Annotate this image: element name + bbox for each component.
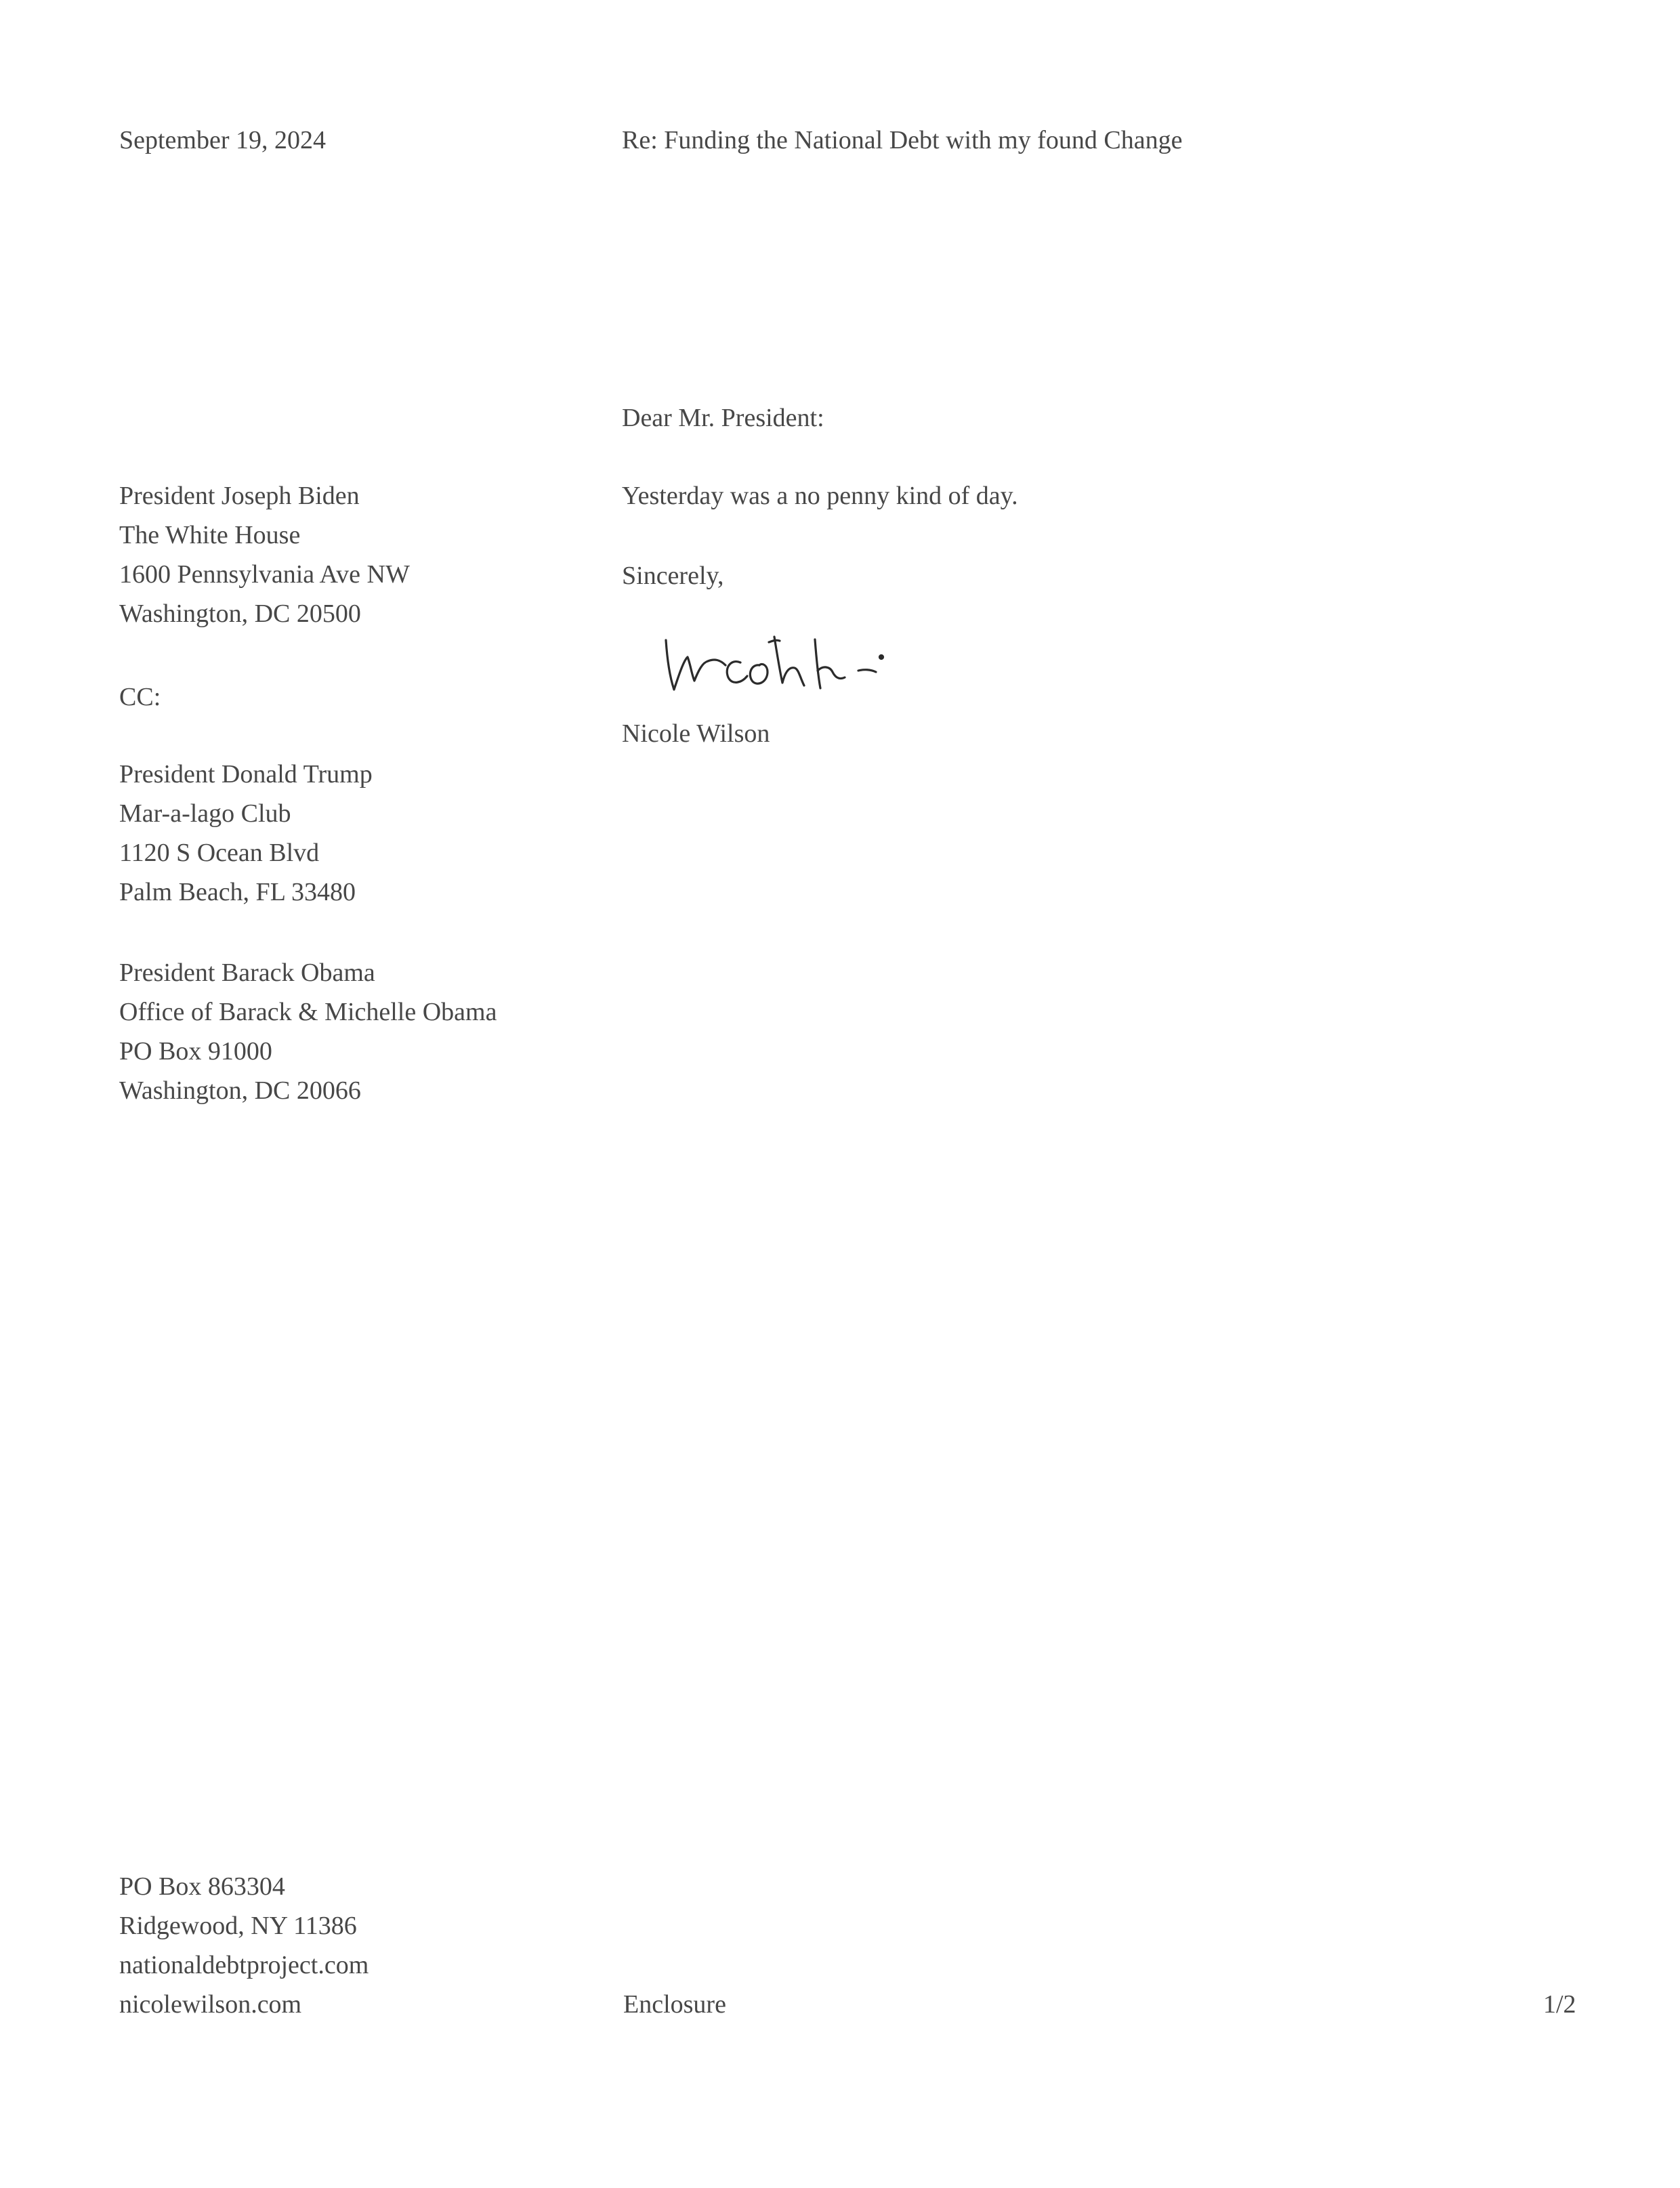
cc-address-line: President Donald Trump: [119, 760, 373, 788]
closing: Sincerely,: [622, 562, 724, 590]
salutation: Dear Mr. President:: [622, 404, 824, 432]
handwritten-signature: [660, 623, 1026, 704]
sender-address-line: Ridgewood, NY 11386: [119, 1912, 357, 1940]
cc-address-line: Palm Beach, FL 33480: [119, 878, 356, 906]
cc-address: [119, 755, 373, 912]
cc-address-line: President Barack Obama: [119, 959, 375, 987]
recipient-address: [119, 476, 410, 633]
sender-website[interactable]: nicolewilson.com: [119, 1990, 302, 2019]
letter-date: September 19, 2024: [119, 126, 327, 154]
sender-website[interactable]: nationaldebtproject.com: [119, 1951, 369, 1979]
cc-address-line: PO Box 91000: [119, 1037, 272, 1066]
letter-body: Yesterday was a no penny kind of day.: [622, 482, 1018, 510]
cc-label: CC:: [119, 683, 161, 711]
recipient-address-line: The White House: [119, 521, 301, 549]
sender-address-line: PO Box 863304: [119, 1872, 285, 1901]
enclosure-note: Enclosure: [623, 1990, 726, 2019]
cc-address-line: Office of Barack & Michelle Obama: [119, 998, 497, 1026]
letter-subject: Re: Funding the National Debt with my found Change: [622, 126, 1183, 154]
signer-name: Nicole Wilson: [622, 719, 770, 748]
recipient-address-line: 1600 Pennsylvania Ave NW: [119, 560, 410, 589]
recipient-address-line: Washington, DC 20500: [119, 599, 361, 628]
sender-address: [119, 1867, 369, 2024]
cc-address-line: 1120 S Ocean Blvd: [119, 839, 320, 867]
cc-address-line: Washington, DC 20066: [119, 1076, 361, 1105]
page-number: 1/2: [1543, 1990, 1576, 2019]
cc-address-line: Mar-a-lago Club: [119, 799, 291, 828]
cc-address: [119, 953, 497, 1110]
recipient-address-line: President Joseph Biden: [119, 482, 360, 510]
